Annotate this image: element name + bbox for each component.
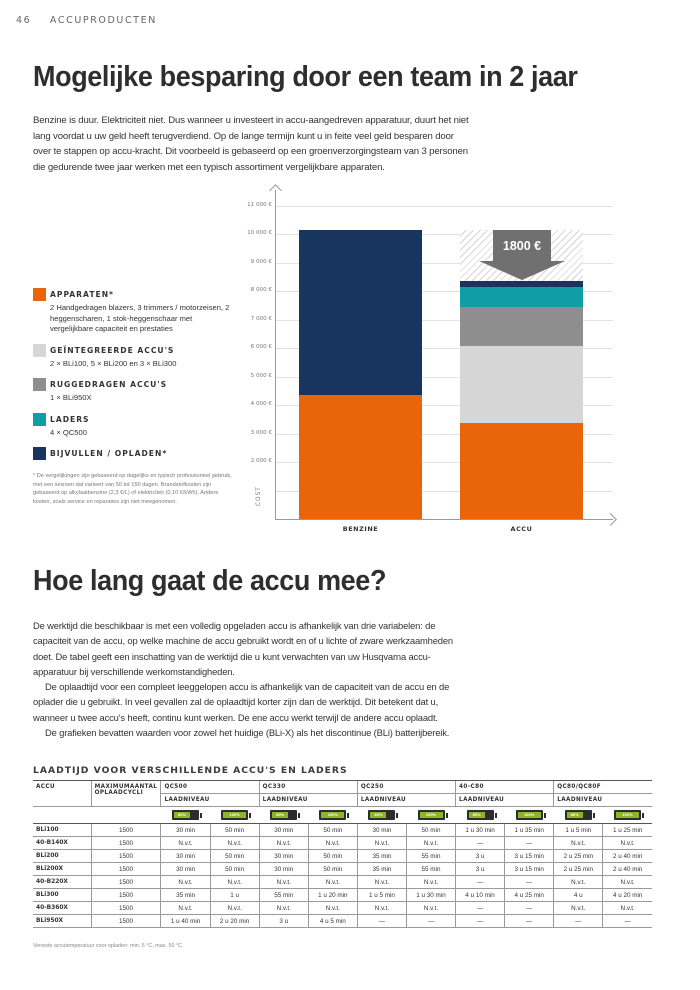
cell-charge-time: 50 min	[406, 824, 455, 837]
right-arrow-icon	[604, 513, 617, 526]
legend-title: RUGGEDRAGEN ACCU'S	[50, 380, 168, 389]
battery-100-icon: 100%	[221, 810, 248, 820]
cell-charge-time: N.v.t.	[161, 837, 210, 850]
table-row	[33, 824, 652, 837]
cell-charge-time: 2 u 40 min	[603, 863, 652, 876]
y-tick: 5 000 €	[250, 373, 272, 379]
battery-life-heading: Hoe lang gaat de accu mee?	[33, 565, 387, 597]
cell-charge-time: —	[554, 915, 603, 928]
cell-charge-time: N.v.t.	[554, 902, 603, 915]
page-number: 46	[16, 15, 32, 26]
legend-item-apparaten	[33, 288, 233, 335]
savings-heading: Mogelijke besparing door een team in 2 jaar	[33, 61, 578, 93]
swatch-teal	[33, 413, 46, 426]
cell-cycles: 1500	[91, 837, 161, 850]
header-laadniveau: LAADNIVEAU	[456, 794, 554, 807]
cell-charge-time: 30 min	[357, 824, 406, 837]
legend-item-bijvullen	[33, 447, 233, 460]
battery-100-icon: 100%	[418, 810, 445, 820]
y-tick: 8 000 €	[250, 287, 272, 293]
legend-desc: 4 × QC500	[50, 427, 87, 437]
battery-level-row	[33, 807, 652, 824]
cell-charge-time: 30 min	[259, 850, 308, 863]
y-tick: 9 000 €	[250, 259, 272, 265]
cell-charge-time: 1 u 30 min	[456, 824, 505, 837]
legend-title: LADERS	[50, 414, 90, 424]
cell-charge-time: 50 min	[210, 863, 259, 876]
header-charger: QC250	[357, 781, 455, 794]
cell-charge-time: 50 min	[210, 824, 259, 837]
table-row	[33, 863, 652, 876]
cell-charge-time: 30 min	[161, 863, 210, 876]
cell-charge-time: N.v.t.	[161, 876, 210, 889]
table-row	[33, 889, 652, 902]
cell-charge-time: N.v.t.	[259, 876, 308, 889]
cell-charge-time: N.v.t.	[357, 876, 406, 889]
cell-cycles: 1500	[91, 863, 161, 876]
cell-charge-time: 55 min	[406, 850, 455, 863]
legend-desc: 2 × BLi100, 5 × BLi200 en 3 × BLi300	[50, 358, 177, 368]
paragraph: De werktijd die beschikbaar is met een volledig opgeladen accu is afhankelijk van drie variabelen: de capaciteit van de accu, op welke machine de accu gebruikt wordt en of u lichte of zware werkzaamheden doet. De tabel geeft een inschatting van de werktijd die u kunt verwachten van uw Husqvarna accu-apparatuur bij verschillende werkomstandigheden.	[33, 620, 453, 677]
cell-charge-time: —	[505, 902, 554, 915]
y-tick: 4 000 €	[250, 401, 272, 407]
y-tick: 2 000 €	[250, 458, 272, 464]
cell-charge-time: 4 u 25 min	[505, 889, 554, 902]
cell-charge-time: N.v.t.	[357, 902, 406, 915]
cell-cycles: 1500	[91, 889, 161, 902]
header-laadniveau: LAADNIVEAU	[161, 794, 259, 807]
cell-charge-time: N.v.t.	[308, 902, 357, 915]
y-tick: 10 000 €	[247, 230, 272, 236]
cell-charge-time: 55 min	[259, 889, 308, 902]
up-arrow-icon	[269, 184, 282, 197]
battery-100-icon: 100%	[516, 810, 543, 820]
cell-charge-time: 50 min	[210, 850, 259, 863]
cell-charge-time: N.v.t.	[161, 902, 210, 915]
legend-desc: 1 × BLi950X	[50, 393, 92, 402]
cell-charge-time: N.v.t.	[603, 902, 652, 915]
cell-charge-time: —	[505, 915, 554, 928]
savings-arrow-label: 1800 €	[493, 230, 551, 262]
legend-item-laders	[33, 413, 233, 439]
y-tick: 3 000 €	[250, 430, 272, 436]
cell-accu: 40-B360X	[33, 902, 91, 915]
cell-charge-time: 1 u 25 min	[603, 824, 652, 837]
y-axis-label: COST	[256, 486, 262, 506]
cell-charge-time: 35 min	[161, 889, 210, 902]
header-charger: QC330	[259, 781, 357, 794]
swatch-navy	[33, 447, 46, 460]
cell-accu: BLi200	[33, 850, 91, 863]
legend-item-ruggedragen-accus	[33, 378, 233, 404]
bar-segment-bijvullen	[299, 230, 422, 395]
cell-accu: BLi300	[33, 889, 91, 902]
header-charger: QC500	[161, 781, 259, 794]
cell-charge-time: N.v.t.	[357, 837, 406, 850]
cell-cycles: 1500	[91, 915, 161, 928]
battery-life-body	[33, 618, 473, 740]
paragraph: De grafieken bevatten waarden voor zowel het huidige (BLi-X) als het discontinue (BLi) batterijbereik.	[45, 727, 450, 739]
cell-charge-time: 3 u	[259, 915, 308, 928]
cell-cycles: 1500	[91, 824, 161, 837]
cell-charge-time: 3 u 15 min	[505, 850, 554, 863]
cell-cycles: 1500	[91, 850, 161, 863]
bar-segment-geintegreerde-accus	[460, 346, 583, 423]
table-row	[33, 915, 652, 928]
y-tick: 11 000 €	[247, 202, 272, 208]
cell-charge-time: 30 min	[259, 824, 308, 837]
cell-charge-time: —	[456, 837, 505, 850]
cell-charge-time: 4 u	[554, 889, 603, 902]
cell-accu: BLi950X	[33, 915, 91, 928]
battery-100-icon: 100%	[614, 810, 641, 820]
cell-cycles: 1500	[91, 876, 161, 889]
y-axis	[275, 190, 276, 519]
cell-charge-time: —	[505, 837, 554, 850]
swatch-light-gray	[33, 344, 46, 357]
paragraph: De oplaadtijd voor een compleet leeggelopen accu is afhankelijk van de capaciteit van de accu en de oplader die u gebruikt. In veel gevallen zal de oplaadtijd korter zijn dan de werktijd. Dit betekent dat u, wanneer u twee accu's heeft, continu kunt werken. De ene accu werkt terwijl de andere accu oplaadt.	[33, 681, 450, 723]
cell-charge-time: 2 u 25 min	[554, 863, 603, 876]
table-footnote: Vereiste accutemperatuur voor opladen: min. 5 °C, max. 50 °C	[33, 943, 183, 949]
cell-charge-time: N.v.t.	[406, 837, 455, 850]
y-tick: 6 000 €	[250, 344, 272, 350]
cell-charge-time: —	[357, 915, 406, 928]
cell-charge-time: 4 u 20 min	[603, 889, 652, 902]
legend-title: BIJVULLEN / OPLADEN*	[50, 449, 168, 458]
legend-title: APPARATEN*	[50, 290, 115, 299]
cell-charge-time: 3 u 15 min	[505, 863, 554, 876]
table-row	[33, 850, 652, 863]
cell-charge-time: N.v.t.	[308, 876, 357, 889]
battery-80-icon: 80%	[565, 810, 592, 820]
x-axis	[275, 519, 613, 520]
cell-charge-time: N.v.t.	[603, 876, 652, 889]
bar-segment-apparaten	[460, 423, 583, 519]
cell-charge-time: 1 u 30 min	[406, 889, 455, 902]
down-arrow-icon	[479, 261, 565, 280]
header-cycles: MAXIMUMAANTAL OPLAADCYCLI	[91, 781, 161, 807]
cell-charge-time: N.v.t.	[406, 902, 455, 915]
battery-80-icon: 80%	[270, 810, 297, 820]
cell-charge-time: N.v.t.	[603, 837, 652, 850]
y-tick: 7 000 €	[250, 316, 272, 322]
cell-charge-time: N.v.t.	[554, 837, 603, 850]
cell-charge-time: 35 min	[357, 850, 406, 863]
table-row	[33, 837, 652, 850]
cell-charge-time: 4 u 5 min	[308, 915, 357, 928]
cell-charge-time: 2 u 40 min	[603, 850, 652, 863]
cell-accu: 40-B220X	[33, 876, 91, 889]
legend-desc: 2 Handgedragen blazers, 3 trimmers / motorzeisen, 2 heggenscharen, 1 stok-heggenschaar met vergelijkbare capaciteit en prestaties	[50, 303, 230, 333]
battery-80-icon: 80%	[368, 810, 395, 820]
cell-charge-time: N.v.t.	[554, 876, 603, 889]
cell-charge-time: N.v.t.	[308, 837, 357, 850]
battery-100-icon: 100%	[319, 810, 346, 820]
cell-charge-time: 4 u 10 min	[456, 889, 505, 902]
cell-charge-time: 55 min	[406, 863, 455, 876]
swatch-orange	[33, 288, 46, 301]
cell-charge-time: 30 min	[161, 850, 210, 863]
cell-charge-time: —	[456, 876, 505, 889]
cell-charge-time: N.v.t.	[210, 902, 259, 915]
cell-charge-time: 3 u	[456, 863, 505, 876]
legend-footnote: * De vergelijkingen zijn gebaseerd op dagelijks en typisch professioneel gebruik, met een seizoen dat varieert van 50 tot 150 dagen. Brandstofkosten zijn gebaseerd op alkylaatbenzine (2,3 €/L) of elektriciteit (0,10 €/kWh). Andere kosten, zoals service en reparaties zijn niet meegenomen.	[33, 473, 232, 505]
header-charger: 40-C80	[456, 781, 554, 794]
cell-charge-time: 1 u 20 min	[308, 889, 357, 902]
cell-charge-time: 30 min	[161, 824, 210, 837]
cell-charge-time: 30 min	[259, 863, 308, 876]
legend-item-geintegreerde-accus	[33, 344, 233, 370]
battery-80-icon: 80%	[467, 810, 494, 820]
cell-charge-time: N.v.t.	[259, 837, 308, 850]
savings-intro: Benzine is duur. Elektriciteit niet. Dus wanneer u investeert in accu-aangedreven apparatuur, duurt het niet lang voordat u uw geld heeft terugverdiend. Op de lange termijn kunt u in feite veel geld besparen door over te stappen op accu-kracht. Dit voorbeeld is gebaseerd op een groenverzorgingsteam van 3 personen die gedurende twee jaar werken met een typisch assortiment vergelijkbare apparaten.	[33, 115, 469, 173]
gridline	[275, 206, 613, 207]
header-laadniveau: LAADNIVEAU	[554, 794, 652, 807]
cell-charge-time: 1 u 40 min	[161, 915, 210, 928]
cell-charge-time: 1 u 5 min	[357, 889, 406, 902]
cell-cycles: 1500	[91, 902, 161, 915]
cell-charge-time: 2 u 25 min	[554, 850, 603, 863]
legend-title: GEÏNTEGREERDE ACCU'S	[50, 345, 175, 355]
cell-charge-time: —	[456, 902, 505, 915]
cell-charge-time: —	[456, 915, 505, 928]
charge-time-table	[33, 780, 652, 928]
cell-charge-time: —	[505, 876, 554, 889]
cell-charge-time: 1 u 35 min	[505, 824, 554, 837]
cell-charge-time: 1 u 5 min	[554, 824, 603, 837]
cost-bar-chart	[230, 180, 630, 540]
page-header	[16, 15, 157, 26]
battery-80-icon: 80%	[172, 810, 199, 820]
cell-charge-time: 50 min	[308, 863, 357, 876]
cell-accu: 40-B140X	[33, 837, 91, 850]
cell-charge-time: —	[603, 915, 652, 928]
cell-charge-time: 1 u	[210, 889, 259, 902]
chart-legend	[33, 288, 233, 506]
table-body	[33, 824, 652, 928]
cell-charge-time: 35 min	[357, 863, 406, 876]
cell-charge-time: N.v.t.	[210, 876, 259, 889]
bar-accu	[460, 281, 583, 519]
table-row	[33, 902, 652, 915]
cell-charge-time: 50 min	[308, 850, 357, 863]
bar-benzine	[299, 230, 422, 519]
cell-charge-time: N.v.t.	[406, 876, 455, 889]
table-title: LAADTIJD VOOR VERSCHILLENDE ACCU'S EN LADERS	[33, 765, 348, 776]
x-label-accu: ACCU	[510, 525, 533, 533]
cell-charge-time: N.v.t.	[259, 902, 308, 915]
x-label-benzine: BENZINE	[342, 525, 379, 533]
cell-charge-time: —	[406, 915, 455, 928]
bar-segment-ruggedragen-accus	[460, 307, 583, 346]
cell-charge-time: 50 min	[308, 824, 357, 837]
cell-accu: BLi100	[33, 824, 91, 837]
cell-charge-time: 2 u 20 min	[210, 915, 259, 928]
cell-charge-time: 3 u	[456, 850, 505, 863]
bar-segment-apparaten	[299, 395, 422, 519]
swatch-gray	[33, 378, 46, 391]
header-charger: QC80/QC80F	[554, 781, 652, 794]
header-laadniveau: LAADNIVEAU	[259, 794, 357, 807]
table-row	[33, 876, 652, 889]
section-label: ACCUPRODUCTEN	[49, 15, 157, 26]
cell-accu: BLi200X	[33, 863, 91, 876]
bar-segment-laders	[460, 287, 583, 307]
cell-charge-time: N.v.t.	[210, 837, 259, 850]
header-laadniveau: LAADNIVEAU	[357, 794, 455, 807]
header-accu: ACCU	[33, 781, 91, 807]
